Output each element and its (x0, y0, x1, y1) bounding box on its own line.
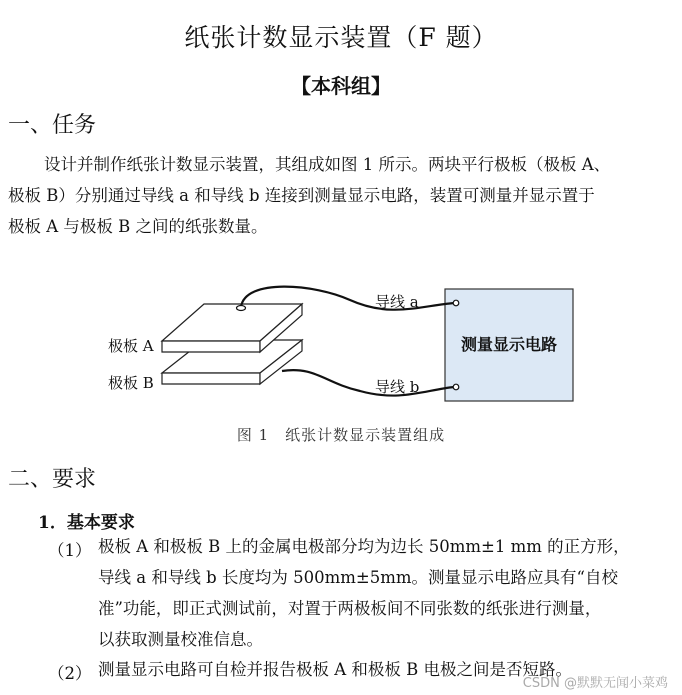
measurement-circuit-label: 测量显示电路 (460, 335, 558, 354)
requirement-2-line-1: 测量显示电路可自检并报告极板 A 和极板 B 电极之间是否短路。 (98, 660, 573, 679)
plate-b-label: 极板 B (108, 374, 154, 392)
terminal-b-dot (453, 384, 459, 390)
wire-b-line (282, 370, 454, 395)
section-task-heading: 一、任务 (8, 113, 97, 138)
requirement-2-number: （2） (48, 664, 92, 683)
plate-a-label: 极板 A (108, 337, 154, 355)
requirement-1-line-1: 极板 A 和极板 B 上的金属电极部分均为边长 50mm±1 mm 的正方形， (98, 537, 630, 556)
watermark-text: CSDN @默默无闻小菜鸡 (522, 676, 668, 691)
task-paragraph-line-2: 极板 B）分别通过导线 a 和导线 b 连接到测量显示电路，装置可测量并显示置于 (8, 186, 595, 205)
task-paragraph-line-3: 极板 A 与极板 B 之间的纸张数量。 (8, 217, 268, 236)
basic-requirements-heading: 1．基本要求 (38, 513, 135, 533)
wire-a-contact (237, 306, 246, 311)
wire-a-label: 导线 a (375, 293, 419, 311)
requirement-1-line-3: 准”功能，即正式测试前，对置于两极板间不同张数的纸张进行测量， (98, 599, 602, 618)
terminal-a-dot (453, 300, 459, 306)
requirement-1-line-2: 导线 a 和导线 b 长度均为 500mm±5mm。测量显示电路应具有“自校 (98, 568, 618, 587)
figure-device-diagram (100, 278, 590, 448)
page-title: 纸张计数显示装置（F 题） (184, 23, 498, 52)
figure-caption: 图 1 纸张计数显示装置组成 (236, 426, 446, 444)
wire-b-label: 导线 b (375, 378, 420, 396)
page-subtitle: 【本科组】 (291, 74, 391, 98)
section-requirements-heading: 二、要求 (8, 467, 97, 492)
requirement-1-number: （1） (48, 541, 92, 560)
task-paragraph-line-1: 设计并制作纸张计数显示装置，其组成如图 1 所示。两块平行极板（极板 A、 (44, 155, 611, 174)
requirement-1-line-4: 以获取测量校准信息。 (98, 630, 263, 649)
